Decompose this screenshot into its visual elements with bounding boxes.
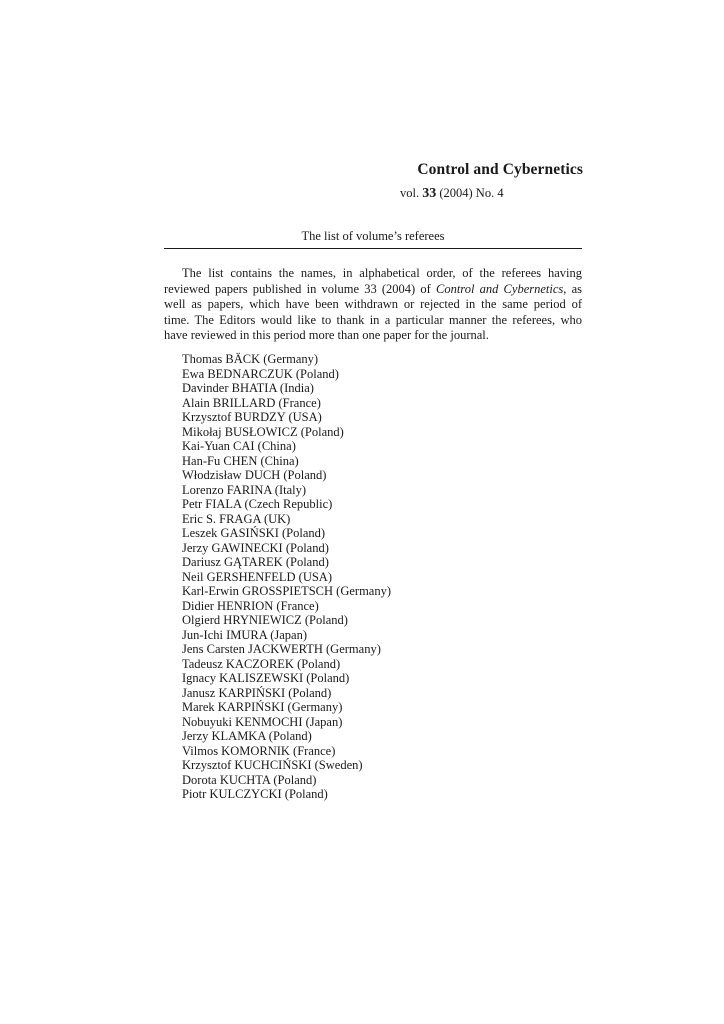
referee-entry: Jun-Ichi IMURA (Japan) — [182, 627, 307, 642]
referee-list — [182, 352, 391, 802]
intro-line: time. The Editors would like to thank in a particular manner the referees, who — [164, 312, 582, 327]
referee-entry: Dorota KUCHTA (Poland) — [182, 772, 317, 787]
title-divider — [164, 248, 582, 249]
referee-entry: Eric S. FRAGA (UK) — [182, 511, 291, 526]
referee-entry: Janusz KARPIŃSKI (Poland) — [182, 685, 332, 700]
volume-info — [400, 186, 504, 202]
referee-entry: Thomas BÄCK (Germany) — [182, 352, 319, 366]
referee-entry: Olgierd HRYNIEWICZ (Poland) — [182, 613, 348, 627]
referee-entry: Han-Fu CHEN (China) — [182, 453, 299, 468]
referee-entry: Lorenzo FARINA (Italy) — [182, 482, 307, 497]
referee-entry: Ignacy KALISZEWSKI (Poland) — [182, 671, 350, 685]
referee-entry: Krzysztof KUCHCIŃSKI (Sweden) — [182, 758, 363, 772]
volume-prefix: vol. — [400, 186, 420, 200]
referee-entry: Piotr KULCZYCKI (Poland) — [182, 787, 328, 801]
referee-entry: Jerzy KLAMKA (Poland) — [182, 729, 312, 743]
referee-entry: Didier HENRION (France) — [182, 598, 319, 613]
referee-entry: Karl-Erwin GROSSPIETSCH (Germany) — [182, 584, 392, 598]
intro-text: reviewed papers published in volume 33 (2004) of — [164, 281, 431, 296]
referee-entry: Jerzy GAWINECKI (Poland) — [182, 540, 329, 555]
referee-entry: Petr FIALA (Czech Republic) — [182, 497, 333, 511]
referee-entry: Tadeusz KACZOREK (Poland) — [182, 656, 341, 671]
referee-entry: Mikołaj BUSŁOWICZ (Poland) — [182, 424, 344, 439]
referee-entry: Neil GERSHENFELD (USA) — [182, 569, 332, 584]
intro-line: well as papers, which have been withdrawn or rejected in the same period of — [164, 297, 582, 311]
referee-entry: Dariusz GĄTAREK (Poland) — [182, 555, 329, 569]
journal-title: Control and Cybernetics — [417, 161, 583, 178]
referee-entry: Nobuyuki KENMOCHI (Japan) — [182, 714, 343, 729]
intro-line: have reviewed in this period more than one paper for the journal. — [164, 328, 489, 342]
referee-entry: Davinder BHATIA (India) — [182, 381, 314, 395]
referee-entry: Marek KARPIŃSKI (Germany) — [182, 700, 343, 714]
journal-name-italic: Control and Cybernetics — [436, 281, 564, 296]
referee-entry: Vilmos KOMORNIK (France) — [182, 743, 336, 758]
referee-entry: Jens Carsten JACKWERTH (Germany) — [182, 642, 381, 656]
referee-entry: Krzysztof BURDZY (USA) — [182, 410, 322, 424]
volume-number: 33 — [422, 186, 437, 201]
intro-line — [164, 282, 582, 298]
referee-entry: Leszek GASIŃSKI (Poland) — [182, 526, 326, 540]
referee-entry: Kai-Yuan CAI (China) — [182, 439, 296, 453]
section-title: The list of volume’s referees — [301, 229, 445, 243]
referee-entry: Włodzisław DUCH (Poland) — [182, 468, 327, 482]
volume-year-issue: (2004) No. 4 — [439, 186, 504, 200]
referee-entry: Alain BRILLARD (France) — [182, 395, 321, 410]
referee-entry: Ewa BEDNARCZUK (Poland) — [182, 366, 339, 381]
intro-line: The list contains the names, in alphabetical order, of the referees having — [182, 266, 582, 280]
intro-text: , as — [563, 281, 582, 296]
intro-paragraph — [164, 266, 582, 344]
